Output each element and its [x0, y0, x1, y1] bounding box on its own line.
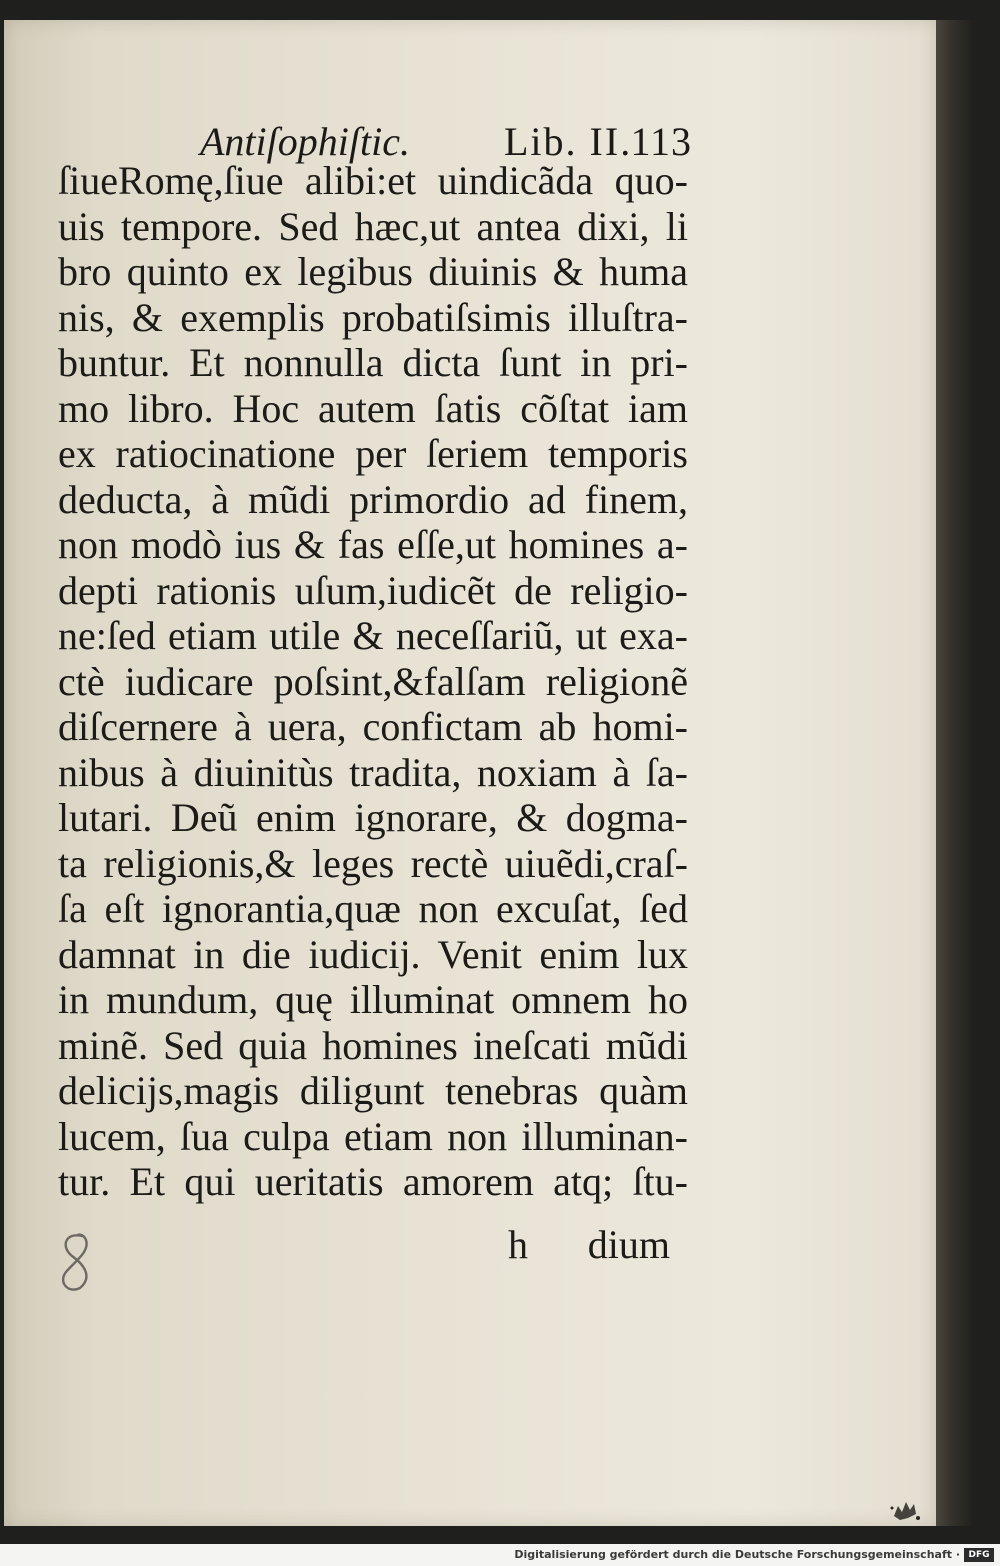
text-line: delicijs,magis diligunt tenebras quàm [58, 1068, 688, 1113]
text-line: ſiueRomę,ſiue alibi:et uindicãda quo‑ [58, 158, 688, 203]
signature-mark: h [508, 1222, 528, 1267]
text-line: bro quinto ex legibus diuinis & huma [58, 249, 688, 294]
facing-leaf-edge [936, 20, 972, 1526]
text-line: minẽ. Sed quia homines ineſcati mũdi [58, 1022, 688, 1068]
text-line: damnat in die iudicij. Venit enim lux [58, 931, 688, 977]
text-line: ctè iudicare poſsint,&falſam religionẽ [58, 658, 688, 704]
dfg-logo: DFG [964, 1548, 994, 1562]
text-line: lutari. Deũ enim ignorare, & dogma‑ [58, 795, 688, 840]
running-title: Antiſophiſtic. [200, 119, 410, 164]
text-line: ne:ſed etiam utile & neceſſariũ, ut exa‑ [58, 613, 688, 658]
text-line: tur. Et qui ueritatis amorem atq; ſtu‑ [58, 1159, 688, 1204]
body-text [58, 158, 688, 1205]
book-number: Lib. II. [504, 119, 633, 164]
text-line: nibus à diuinitùs tradita, noxiam à ſa‑ [58, 749, 688, 795]
text-line: non modò ius & fas eſſe,ut homines a‑ [58, 522, 688, 567]
text-line: diſcernere à uera, confictam ab homi‑ [58, 704, 688, 749]
text-line: ſa eſt ignorantia,quæ non excuſat, ſed [58, 886, 688, 931]
text-line: deducta, à mũdi primordio ad finem, [58, 476, 688, 522]
paper-stain [888, 1494, 924, 1524]
catchword: dium [587, 1222, 670, 1267]
pencil-annotation [52, 1230, 100, 1294]
page-number: 113 [630, 119, 692, 164]
text-line: lucem, ſua culpa etiam non illuminan‑ [58, 1113, 688, 1159]
text-line: ta religionis,& leges rectè uiuẽdi,craſ‑ [58, 840, 688, 886]
text-line: uis tempore. Sed hæc,ut antea dixi, li [58, 203, 688, 249]
text-line: depti rationis uſum,iudicẽt de religio‑ [58, 567, 688, 613]
funding-credit: Digitalisierung gefördert durch die Deutsche Forschungsgemeinschaft · [514, 1548, 960, 1561]
digitization-footer [0, 1544, 1000, 1566]
text-line: in mundum, quę illuminat omnem ho [58, 977, 688, 1022]
catchword-line [500, 1221, 670, 1267]
text-line: ex ratiocinatione per ſeriem temporis [58, 431, 688, 476]
text-line: mo libro. Hoc autem ſatis cõſtat iam [58, 385, 688, 431]
text-line: nis, & exemplis probatiſsimis illuſtra‑ [58, 294, 688, 340]
text-line: buntur. Et nonnulla dicta ſunt in pri‑ [58, 340, 688, 385]
